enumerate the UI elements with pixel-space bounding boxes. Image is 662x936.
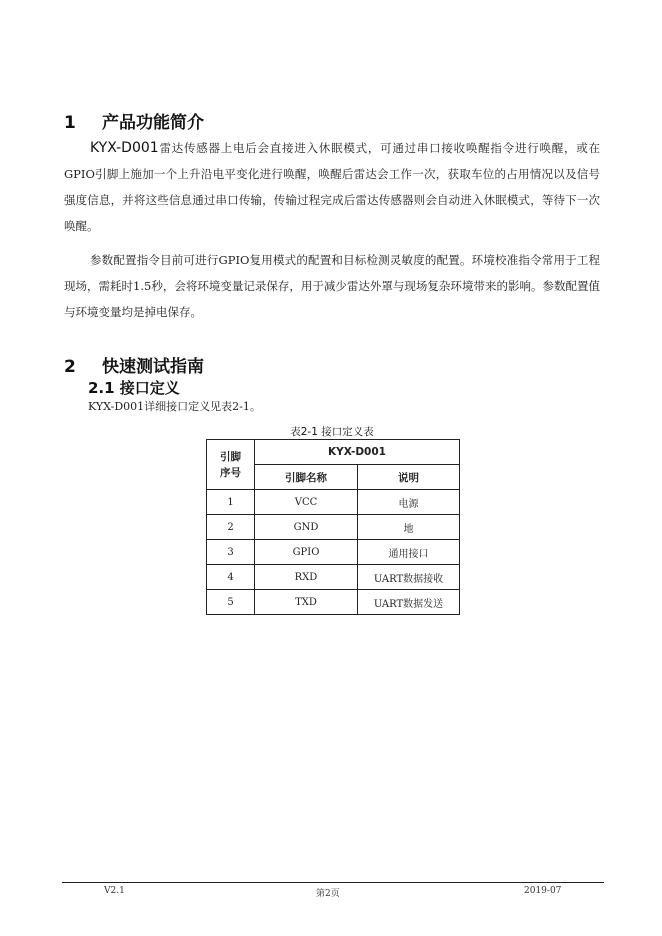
table-caption: 表2-1 接口定义表 (290, 426, 374, 438)
pin-description-cell: 电源 (358, 490, 460, 515)
footer-page-number: 第2页 (316, 889, 340, 899)
paragraph-1-text: 雷达传感器上电后会直接进入休眠模式，可通过串口接收唤醒指令进行唤醒，或在GPIO引脚上施加一个上升沿电平变化进行唤醒，唤醒后雷达会工作一次，获取车位的占用情况以及信号强度信息，并将这些信息通过串口传输，传输过程完成后雷达传感器则会自动进入休眠模式，等待下一次唤醒。 (64, 141, 600, 233)
pin-name-cell: VCC (255, 490, 358, 515)
footer-version: V2.1 (104, 886, 125, 896)
section-1-number: 1 (64, 113, 76, 133)
section-2-number: 2 (64, 357, 76, 377)
pin-number-cell: 5 (207, 590, 255, 615)
pin-number-cell: 2 (207, 515, 255, 540)
section-1-heading (64, 108, 204, 133)
footer-date: 2019-07 (524, 886, 562, 896)
pin-description-cell: UART数据接收 (358, 565, 460, 590)
header-pin-name: 引脚名称 (255, 465, 358, 490)
section-1-paragraph-2: 参数配置指令目前可进行GPIO复用模式的配置和目标检测灵敏度的配置。环境校准指令常用于工程现场，需耗时1.5秒，会将环境变量记录保存，用于减少雷达外罩与现场复杂环境带来的影响。参数配置值与环境变量均是掉电保存。 (64, 253, 600, 319)
pin-description-cell: UART数据发送 (358, 590, 460, 615)
pin-number-cell: 1 (207, 490, 255, 515)
pin-number-cell: 3 (207, 540, 255, 565)
interface-table (206, 439, 460, 615)
table-row (207, 590, 460, 615)
subsection-2-1-text: KYX-D001详细接口定义见表2-1。 (88, 400, 261, 413)
pin-description-cell: 地 (358, 515, 460, 540)
pin-number-cell: 4 (207, 565, 255, 590)
subsection-2-1-heading: 2.1 接口定义 (88, 379, 180, 397)
header-pin-number: 引脚 序号 (207, 440, 255, 490)
pin-name-cell: RXD (255, 565, 358, 590)
table-row (207, 490, 460, 515)
header-model-group: KYX-D001 (255, 440, 460, 465)
table-row (207, 565, 460, 590)
section-2-title: 快速测试指南 (102, 357, 204, 377)
table-row (207, 540, 460, 565)
table-header-row (207, 440, 460, 465)
pin-name-cell: TXD (255, 590, 358, 615)
pin-name-cell: GND (255, 515, 358, 540)
pin-name-cell: GPIO (255, 540, 358, 565)
footer-divider (62, 882, 604, 883)
section-1-title: 产品功能简介 (102, 113, 204, 133)
section-2-heading (64, 352, 204, 377)
pin-description-cell: 通用接口 (358, 540, 460, 565)
header-description: 说明 (358, 465, 460, 490)
section-1-paragraph-1 (64, 135, 600, 239)
table-row (207, 515, 460, 540)
product-model: KYX-D001 (90, 140, 159, 156)
